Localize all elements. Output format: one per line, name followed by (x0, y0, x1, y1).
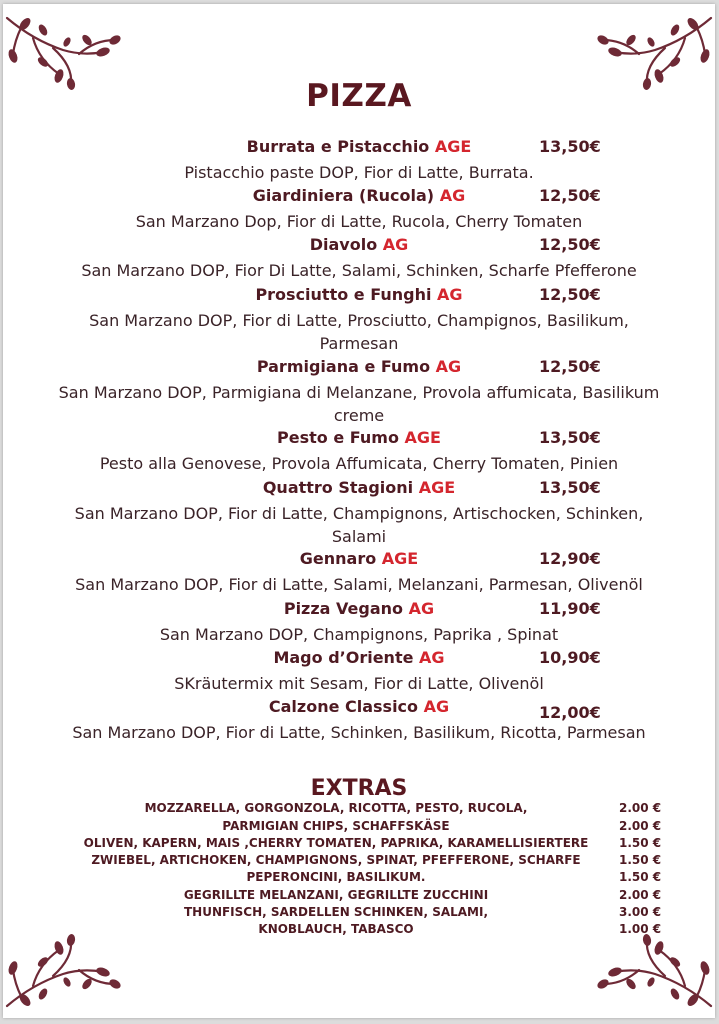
item-name: Prosciutto e Funghi AG (255, 285, 463, 304)
floral-ornament-icon (3, 934, 123, 1014)
item-name: Burrata e Pistacchio AGE (246, 137, 472, 156)
item-price: 13,50€ (539, 478, 601, 497)
item-price: 12,00€ (539, 703, 601, 722)
item-price: 12,50€ (539, 186, 601, 205)
extras-price: 1.50 € (619, 870, 662, 884)
allergen-tag: AG (382, 235, 409, 254)
extras-price: 1.50 € (619, 853, 662, 867)
item-name: Calzone Classico AG (268, 697, 450, 716)
item-name: Giardiniera (Rucola) AG (252, 186, 466, 205)
extras-price: 1.00 € (619, 922, 662, 936)
menu-title: PIZZA (306, 78, 412, 114)
allergen-tag: AGE (381, 549, 419, 568)
item-description: San Marzano DOP, Champignons, Paprika , Spinat (159, 625, 559, 644)
item-name: Gennaro AGE (299, 549, 419, 568)
allergen-tag: AGE (418, 478, 456, 497)
item-price: 13,50€ (539, 428, 601, 447)
item-name: Pizza Vegano AG (283, 599, 435, 618)
item-price: 12,50€ (539, 235, 601, 254)
extras-price: 2.00 € (619, 888, 662, 902)
allergen-tag: AG (439, 186, 466, 205)
extras-title: EXTRAS (310, 776, 408, 801)
allergen-tag: AGE (404, 428, 441, 447)
extras-line: MOZZARELLA, GORGONZOLA, RICOTTA, PESTO, RUCOLA, (144, 801, 528, 815)
item-description: San Marzano DOP, Fior di Latte, Prosciutto, Champignos, Basilikum, Parmesan (89, 311, 629, 353)
item-price: 12,50€ (539, 285, 601, 304)
item-price: 11,90€ (539, 599, 601, 618)
allergen-tag: AG (435, 357, 462, 376)
item-description: SKräutermix mit Sesam, Fior di Latte, Olivenöl (174, 674, 544, 693)
extras-line: KNOBLAUCH, TABASCO (258, 922, 414, 936)
item-description: San Marzano DOP, Fior di Latte, Salami, Melanzani, Parmesan, Olivenöl (75, 575, 643, 594)
extras-line: ZWIEBEL, ARTICHOKEN, CHAMPIGNONS, SPINAT, PFEFFERONE, SCHARFE (91, 853, 581, 867)
item-price: 12,50€ (539, 357, 601, 376)
floral-ornament-icon (595, 934, 715, 1014)
allergen-tag: AG (408, 599, 435, 618)
item-name: Quattro Stagioni AGE (262, 478, 456, 497)
menu-page (3, 4, 715, 1018)
allergen-tag: AG (419, 648, 445, 667)
extras-price: 2.00 € (619, 819, 662, 833)
item-name: Pesto e Fumo AGE (277, 428, 441, 447)
item-name: Parmigiana e Fumo AG (256, 357, 462, 376)
item-price: 10,90€ (539, 648, 601, 667)
item-description: Pesto alla Genovese, Provola Affumicata, Cherry Tomaten, Pinien (99, 454, 619, 473)
item-description: San Marzano DOP, Fior di Latte, Champignons, Artischocken, Schinken, Salami (74, 504, 644, 546)
item-description: San Marzano DOP, Fior di Latte, Schinken, Basilikum, Ricotta, Parmesan (72, 723, 646, 742)
item-description: Pistacchio paste DOP, Fior di Latte, Burrata. (184, 163, 534, 182)
item-price: 13,50€ (539, 137, 601, 156)
allergen-tag: AG (423, 697, 450, 716)
extras-price: 1.50 € (619, 836, 662, 850)
item-name: Diavolo AG (309, 235, 409, 254)
extras-line: OLIVEN, KAPERN, MAIS ,CHERRY TOMATEN, PAPRIKA, KARAMELLISIERTERE (83, 836, 589, 850)
extras-line: THUNFISCH, SARDELLEN SCHINKEN, SALAMI, (183, 905, 489, 919)
extras-line: PEPERONCINI, BASILIKUM. (246, 870, 426, 884)
extras-price: 3.00 € (619, 905, 662, 919)
item-description: San Marzano DOP, Parmigiana di Melanzane, Provola affumicata, Basilikum creme (58, 383, 660, 425)
allergen-tag: AG (437, 285, 463, 304)
item-description: San Marzano DOP, Fior Di Latte, Salami, Schinken, Scharfe Pfefferone (81, 261, 637, 280)
item-description: San Marzano Dop, Fior di Latte, Rucola, Cherry Tomaten (135, 212, 583, 231)
allergen-tag: AGE (434, 137, 472, 156)
item-price: 12,90€ (539, 549, 601, 568)
extras-price: 2.00 € (619, 801, 662, 815)
extras-line: PARMIGIAN CHIPS, SCHAFFSKÄSE (222, 819, 450, 833)
item-name: Mago d’Oriente AG (273, 648, 445, 667)
extras-line: GEGRILLTE MELANZANI, GEGRILLTE ZUCCHINI (183, 888, 489, 902)
